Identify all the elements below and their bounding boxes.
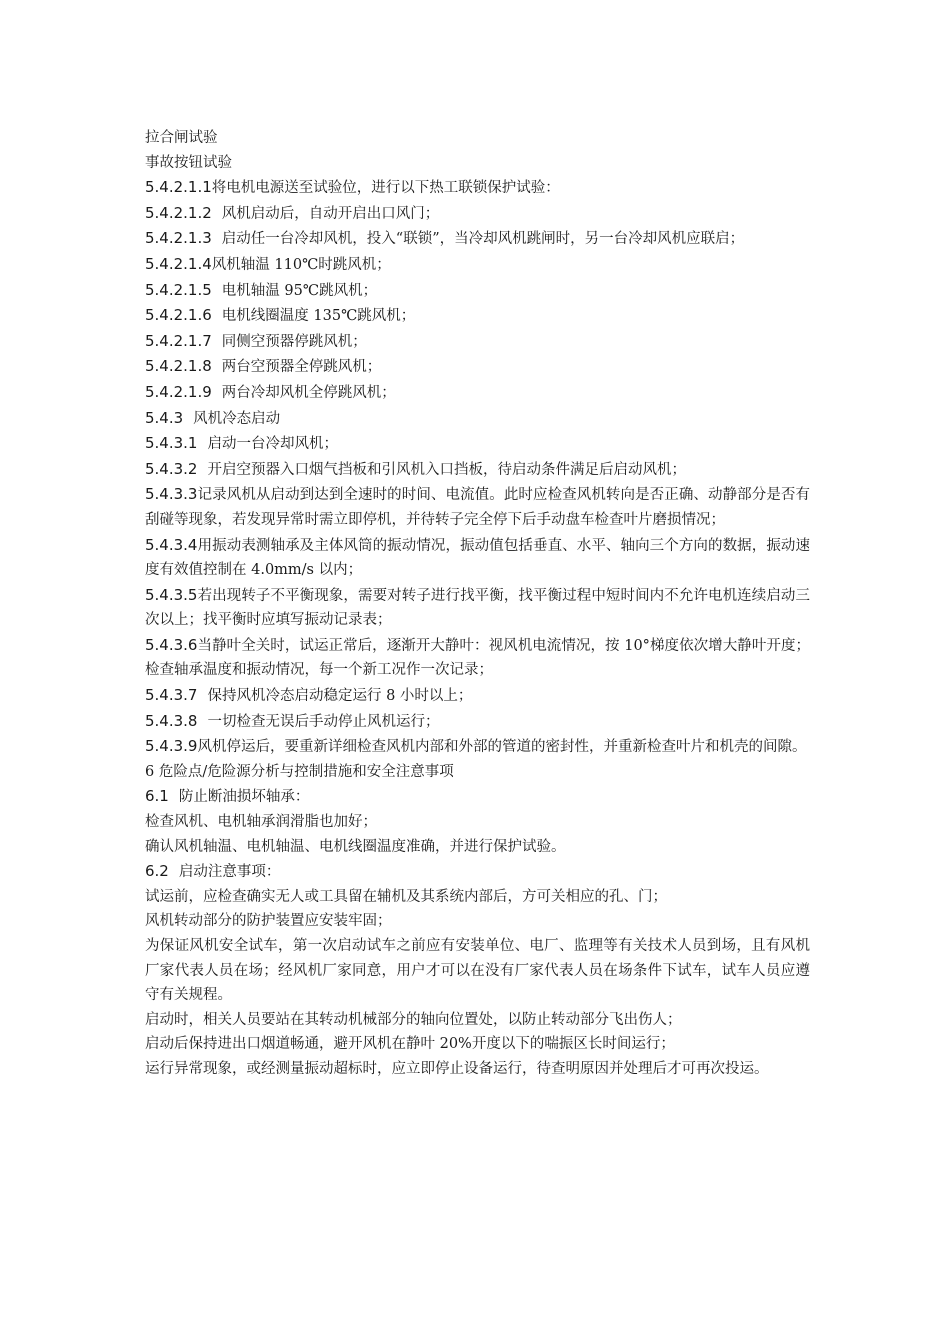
paragraph bbox=[145, 533, 810, 583]
paragraph-text: 试运前，应检查确实无人或工具留在辅机及其系统内部后，方可关相应的孔、门； bbox=[145, 888, 667, 905]
paragraph bbox=[145, 934, 810, 1008]
paragraph bbox=[145, 859, 810, 885]
paragraph bbox=[145, 406, 810, 432]
section-number: 5.4.3.8 bbox=[145, 711, 198, 730]
paragraph-text: 同侧空预器停跳风机； bbox=[221, 333, 367, 350]
paragraph bbox=[145, 457, 810, 483]
paragraph-text: 启动后保持进出口烟道畅通，避开风机在静叶 20%开度以下的喘振区长时间运行； bbox=[145, 1036, 675, 1053]
paragraph-text: 启动任一台冷却风机，投入“联锁”，当冷却风机跳闸时，另一台冷却风机应联启； bbox=[221, 231, 745, 248]
paragraph-text: 用振动表测轴承及主体风筒的振动情况，振动值包括垂直、水平、轴向三个方向的数据，振动速度有效值控制在 4.0mm/s 以内； bbox=[145, 537, 810, 579]
paragraph bbox=[145, 126, 810, 151]
paragraph bbox=[145, 633, 810, 683]
paragraph bbox=[145, 431, 810, 457]
paragraph-text: 风机冷态启动 bbox=[193, 410, 281, 427]
paragraph-text: 风机轴温 110℃时跳风机； bbox=[211, 256, 391, 273]
section-number: 5.4.3 bbox=[145, 408, 184, 427]
paragraph-text: 启动时，相关人员要站在其转动机械部分的轴向位置处，以防止转动部分飞出伤人； bbox=[145, 1011, 682, 1028]
paragraph bbox=[145, 329, 810, 355]
paragraph bbox=[145, 1057, 810, 1082]
paragraph bbox=[145, 909, 810, 934]
paragraph bbox=[145, 278, 810, 304]
document-body bbox=[145, 126, 810, 1082]
section-number: 5.4.2.1.9 bbox=[145, 382, 212, 401]
paragraph bbox=[145, 201, 810, 227]
paragraph-text: 为保证风机安全试车，第一次启动试车之前应有安装单位、电厂、监理等有关技术人员到场，且有风机厂家代表人员在场；经风机厂家同意，用户才可以在没有厂家代表人员在场条件下试车，试车人员应遵守有关规程。 bbox=[145, 938, 810, 1004]
section-number: 5.4.2.1.8 bbox=[145, 357, 212, 376]
section-number: 5.4.3.9 bbox=[145, 737, 198, 756]
paragraph bbox=[145, 760, 810, 785]
paragraph bbox=[145, 226, 810, 252]
paragraph-text: 两台冷却风机全停跳风机； bbox=[221, 384, 396, 401]
paragraph-text: 保持风机冷态启动稳定运行 8 小时以上； bbox=[207, 688, 473, 705]
paragraph bbox=[145, 810, 810, 835]
section-number: 5.4.2.1.2 bbox=[145, 203, 212, 222]
paragraph-text: 6 危险点/危险源分析与控制措施和安全注意事项 bbox=[145, 763, 454, 780]
paragraph-text: 运行异常现象，或经测量振动超标时，应立即停止设备运行，待查明原因并处理后才可再次投运。 bbox=[145, 1060, 769, 1077]
paragraph bbox=[145, 835, 810, 860]
paragraph bbox=[145, 583, 810, 633]
paragraph bbox=[145, 734, 810, 760]
paragraph bbox=[145, 380, 810, 406]
section-number: 5.4.2.1.3 bbox=[145, 229, 212, 248]
section-number: 6.2 bbox=[145, 862, 169, 881]
paragraph-text: 一切检查无误后手动停止风机运行； bbox=[207, 713, 440, 730]
paragraph-text: 将电机电源送至试验位，进行以下热工联锁保护试验： bbox=[211, 180, 560, 197]
paragraph-text: 启动注意事项： bbox=[178, 864, 281, 881]
paragraph-text: 风机转动部分的防护装置应安装牢固； bbox=[145, 913, 392, 930]
paragraph-text: 风机启动后，自动开启出口风门； bbox=[221, 205, 440, 222]
paragraph bbox=[145, 482, 810, 532]
paragraph bbox=[145, 175, 810, 201]
paragraph bbox=[145, 709, 810, 735]
paragraph-text: 检查风机、电机轴承润滑脂也加好； bbox=[145, 814, 377, 831]
paragraph-text: 记录风机从启动到达到全速时的时间、电流值。此时应检查风机转向是否正确、动静部分是否有刮碰等现象，若发现异常时需立即停机，并待转子完全停下后手动盘车检查叶片磨损情况； bbox=[145, 487, 810, 528]
paragraph bbox=[145, 252, 810, 278]
paragraph-text: 事故按钮试验 bbox=[145, 154, 232, 171]
paragraph bbox=[145, 354, 810, 380]
paragraph-text: 防止断油损坏轴承： bbox=[178, 789, 310, 806]
paragraph bbox=[145, 151, 810, 176]
paragraph-text: 风机停运后，要重新详细检查风机内部和外部的管道的密封性，并重新检查叶片和机壳的间隙。 bbox=[197, 739, 807, 756]
paragraph-text: 当静叶全关时，试运正常后，逐渐开大静叶：视风机电流情况，按 10°梯度依次增大静叶开度；检查轴承温度和振动情况，每一个新工况作一次记录； bbox=[145, 637, 810, 679]
section-number: 5.4.3.1 bbox=[145, 434, 198, 453]
section-number: 5.4.3.6 bbox=[145, 635, 198, 654]
section-number: 5.4.2.1.1 bbox=[145, 178, 212, 197]
section-number: 5.4.2.1.6 bbox=[145, 306, 212, 325]
paragraph-text: 确认风机轴温、电机轴温、电机线圈温度准确，并进行保护试验。 bbox=[145, 838, 566, 855]
section-number: 5.4.3.2 bbox=[145, 459, 198, 478]
section-number: 5.4.3.4 bbox=[145, 535, 198, 554]
paragraph-text: 启动一台冷却风机； bbox=[207, 436, 338, 453]
section-number: 5.4.3.7 bbox=[145, 686, 198, 705]
section-number: 6.1 bbox=[145, 787, 169, 806]
section-number: 5.4.2.1.7 bbox=[145, 331, 212, 350]
paragraph bbox=[145, 1032, 810, 1057]
paragraph-text: 电机轴温 95℃跳风机； bbox=[221, 282, 378, 299]
section-number: 5.4.2.1.5 bbox=[145, 280, 212, 299]
paragraph-text: 两台空预器全停跳风机； bbox=[221, 359, 382, 376]
paragraph bbox=[145, 885, 810, 910]
section-number: 5.4.2.1.4 bbox=[145, 254, 212, 273]
paragraph-text: 若出现转子不平衡现象，需要对转子进行找平衡，找平衡过程中短时间内不允许电机连续启动三次以上；找平衡时应填写振动记录表； bbox=[145, 587, 810, 629]
paragraph bbox=[145, 784, 810, 810]
paragraph-text: 电机线圈温度 135℃跳风机； bbox=[221, 308, 416, 325]
section-number: 5.4.3.5 bbox=[145, 585, 198, 604]
paragraph-text: 开启空预器入口烟气挡板和引风机入口挡板，待启动条件满足后启动风机； bbox=[207, 461, 686, 478]
paragraph-text: 拉合闸试验 bbox=[145, 130, 218, 146]
paragraph bbox=[145, 683, 810, 709]
paragraph bbox=[145, 303, 810, 329]
section-number: 5.4.3.3 bbox=[145, 485, 198, 504]
paragraph bbox=[145, 1008, 810, 1033]
